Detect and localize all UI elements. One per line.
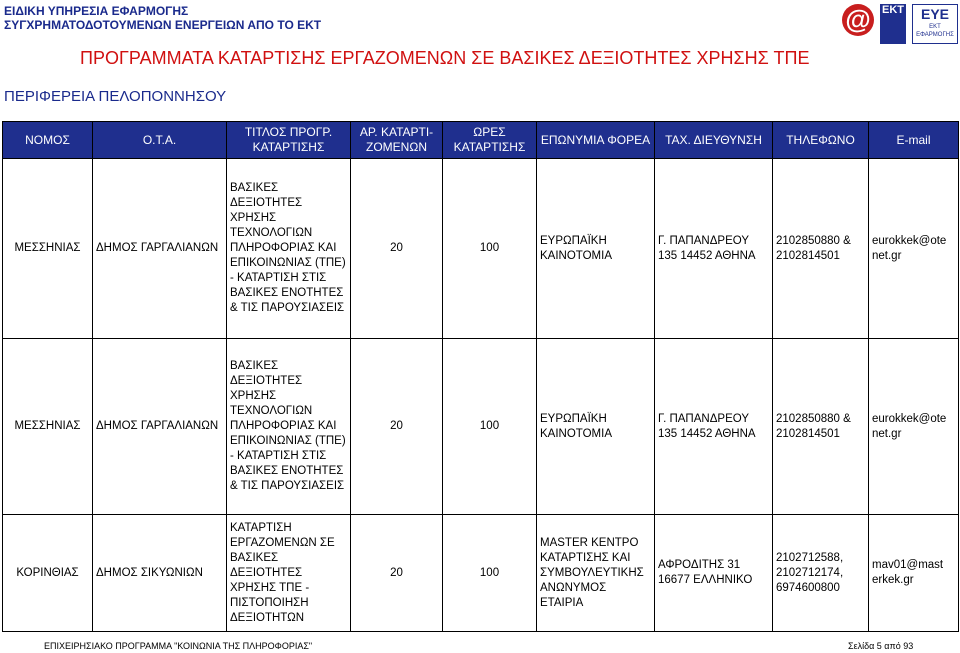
cell-ota: ΔΗΜΟΣ ΣΙΚΥΩΝΙΩΝ (93, 515, 227, 632)
cell-address: ΑΦΡΟΔΙΤΗΣ 31 16677 ΕΛΛΗΝΙΚΟ (655, 515, 773, 632)
col-header-address: ΤΑΧ. ΔΙΕΥΘΥΝΣΗ (655, 122, 773, 159)
cell-phone: 2102850880 & 2102814501 (773, 159, 869, 339)
cell-title: ΚΑΤΑΡΤΙΣΗ ΕΡΓΑΖΟΜΕΝΩΝ ΣΕ ΒΑΣΙΚΕΣ ΔΕΞΙΟΤΗΤΕΣ ΧΡΗΣΗΣ ΤΠΕ - ΠΙΣΤΟΠΟΙΗΣΗ ΔΕΞΙΟΤΗΤΩΝ (227, 515, 351, 632)
cell-hours: 100 (443, 339, 537, 515)
col-header-ota: Ο.Τ.Α. (93, 122, 227, 159)
cell-hours: 100 (443, 159, 537, 339)
eye-logo: ΕΥΕ ΕΚΤ ΕΦΑΡΜΟΓΗΣ (912, 4, 958, 44)
col-header-nomos: ΝΟΜΟΣ (3, 122, 93, 159)
cell-phone: 2102850880 & 2102814501 (773, 339, 869, 515)
cell-nomos: ΜΕΣΣΗΝΙΑΣ (3, 339, 93, 515)
org-header (4, 4, 321, 32)
col-header-hours: ΩΡΕΣ ΚΑΤΑΡΤΙΣΗΣ (443, 122, 537, 159)
programs-table (2, 121, 959, 632)
cell-phone: 2102712588, 2102712174, 6974600800 (773, 515, 869, 632)
cell-trainees: 20 (351, 339, 443, 515)
cell-nomos: ΚΟΡΙΝΘΙΑΣ (3, 515, 93, 632)
col-header-phone: ΤΗΛΕΦΩΝΟ (773, 122, 869, 159)
cell-email[interactable]: eurokkek@ote net.gr (869, 339, 959, 515)
cell-email[interactable]: mav01@mast erkek.gr (869, 515, 959, 632)
table-row (3, 159, 959, 339)
ekt-logo: ΕΚΤ (880, 4, 906, 44)
org-line-1: ΕΙΔΙΚΗ ΥΠΗΡΕΣΙΑ ΕΦΑΡΜΟΓΗΣ (4, 4, 189, 18)
at-logo-icon: @ (842, 4, 874, 36)
org-line-2: ΣΥΓΧΡΗΜΑΤΟΔΟΤΟΥΜΕΝΩΝ ΕΝΕΡΓΕΙΩΝ ΑΠΟ ΤΟ ΕΚΤ (4, 18, 322, 32)
col-header-title: ΤΙΤΛΟΣ ΠΡΟΓΡ. ΚΑΤΑΡΤΙΣΗΣ (227, 122, 351, 159)
cell-email[interactable]: eurokkek@ote net.gr (869, 159, 959, 339)
table-row (3, 515, 959, 632)
cell-ota: ΔΗΜΟΣ ΓΑΡΓΑΛΙΑΝΩΝ (93, 159, 227, 339)
cell-trainees: 20 (351, 159, 443, 339)
col-header-provider: ΕΠΩΝΥΜΙΑ ΦΟΡΕΑ (537, 122, 655, 159)
table-row (3, 339, 959, 515)
cell-provider: ΕΥΡΩΠΑΪΚΗ ΚΑΙΝΟΤΟΜΙΑ (537, 339, 655, 515)
cell-address: Γ. ΠΑΠΑΝΔΡΕΟΥ 135 14452 ΑΘΗΝΑ (655, 339, 773, 515)
cell-hours: 100 (443, 515, 537, 632)
col-header-email: E-mail (869, 122, 959, 159)
footer-page-number: Σελίδα 5 από 93 (848, 641, 914, 651)
footer-program: ΕΠΙΧΕΙΡΗΣΙΑΚΟ ΠΡΟΓΡΑΜΜΑ "ΚΟΙΝΩΝΙΑ ΤΗΣ ΠΛΗΡΟΦΟΡΙΑΣ" (44, 641, 313, 651)
cell-provider: MASTER ΚΕΝΤΡΟ ΚΑΤΑΡΤΙΣΗΣ ΚΑΙ ΣΥΜΒΟΥΛΕΥΤΙΚΗΣ ΑΝΩΝΥΜΟΣ ΕΤΑΙΡΙΑ (537, 515, 655, 632)
cell-title: ΒΑΣΙΚΕΣ ΔΕΞΙΟΤΗΤΕΣ ΧΡΗΣΗΣ ΤΕΧΝΟΛΟΓΙΩΝ ΠΛΗΡΟΦΟΡΙΑΣ ΚΑΙ ΕΠΙΚΟΙΝΩΝΙΑΣ (ΤΠΕ) - ΚΑΤΑΡΤΙΣΗ ΣΤΙΣ ΒΑΣΙΚΕΣ ΕΝΟΤΗΤΕΣ & ΤΙΣ ΠΑΡΟΥΣΙΑΣΕΙΣ (227, 339, 351, 515)
cell-trainees: 20 (351, 515, 443, 632)
cell-title: ΒΑΣΙΚΕΣ ΔΕΞΙΟΤΗΤΕΣ ΧΡΗΣΗΣ ΤΕΧΝΟΛΟΓΙΩΝ ΠΛΗΡΟΦΟΡΙΑΣ ΚΑΙ ΕΠΙΚΟΙΝΩΝΙΑΣ (ΤΠΕ) - ΚΑΤΑΡΤΙΣΗ ΣΤΙΣ ΒΑΣΙΚΕΣ ΕΝΟΤΗΤΕΣ & ΤΙΣ ΠΑΡΟΥΣΙΑΣΕΙΣ (227, 159, 351, 339)
col-header-trainees: ΑΡ. ΚΑΤΑΡΤΙ- ΖΟΜΕΝΩΝ (351, 122, 443, 159)
cell-provider: ΕΥΡΩΠΑΪΚΗ ΚΑΙΝΟΤΟΜΙΑ (537, 159, 655, 339)
region-heading: ΠΕΡΙΦΕΡΕΙΑ ΠΕΛΟΠΟΝΝΗΣΟΥ (4, 88, 227, 105)
page-title: ΠΡΟΓΡΑΜΜΑΤΑ ΚΑΤΑΡΤΙΣΗΣ ΕΡΓΑΖΟΜΕΝΩΝ ΣΕ ΒΑΣΙΚΕΣ ΔΕΞΙΟΤΗΤΕΣ ΧΡΗΣΗΣ ΤΠΕ (80, 48, 810, 68)
cell-ota: ΔΗΜΟΣ ΓΑΡΓΑΛΙΑΝΩΝ (93, 339, 227, 515)
cell-address: Γ. ΠΑΠΑΝΔΡΕΟΥ 135 14452 ΑΘΗΝΑ (655, 159, 773, 339)
table-header-row (3, 122, 959, 159)
cell-nomos: ΜΕΣΣΗΝΙΑΣ (3, 159, 93, 339)
